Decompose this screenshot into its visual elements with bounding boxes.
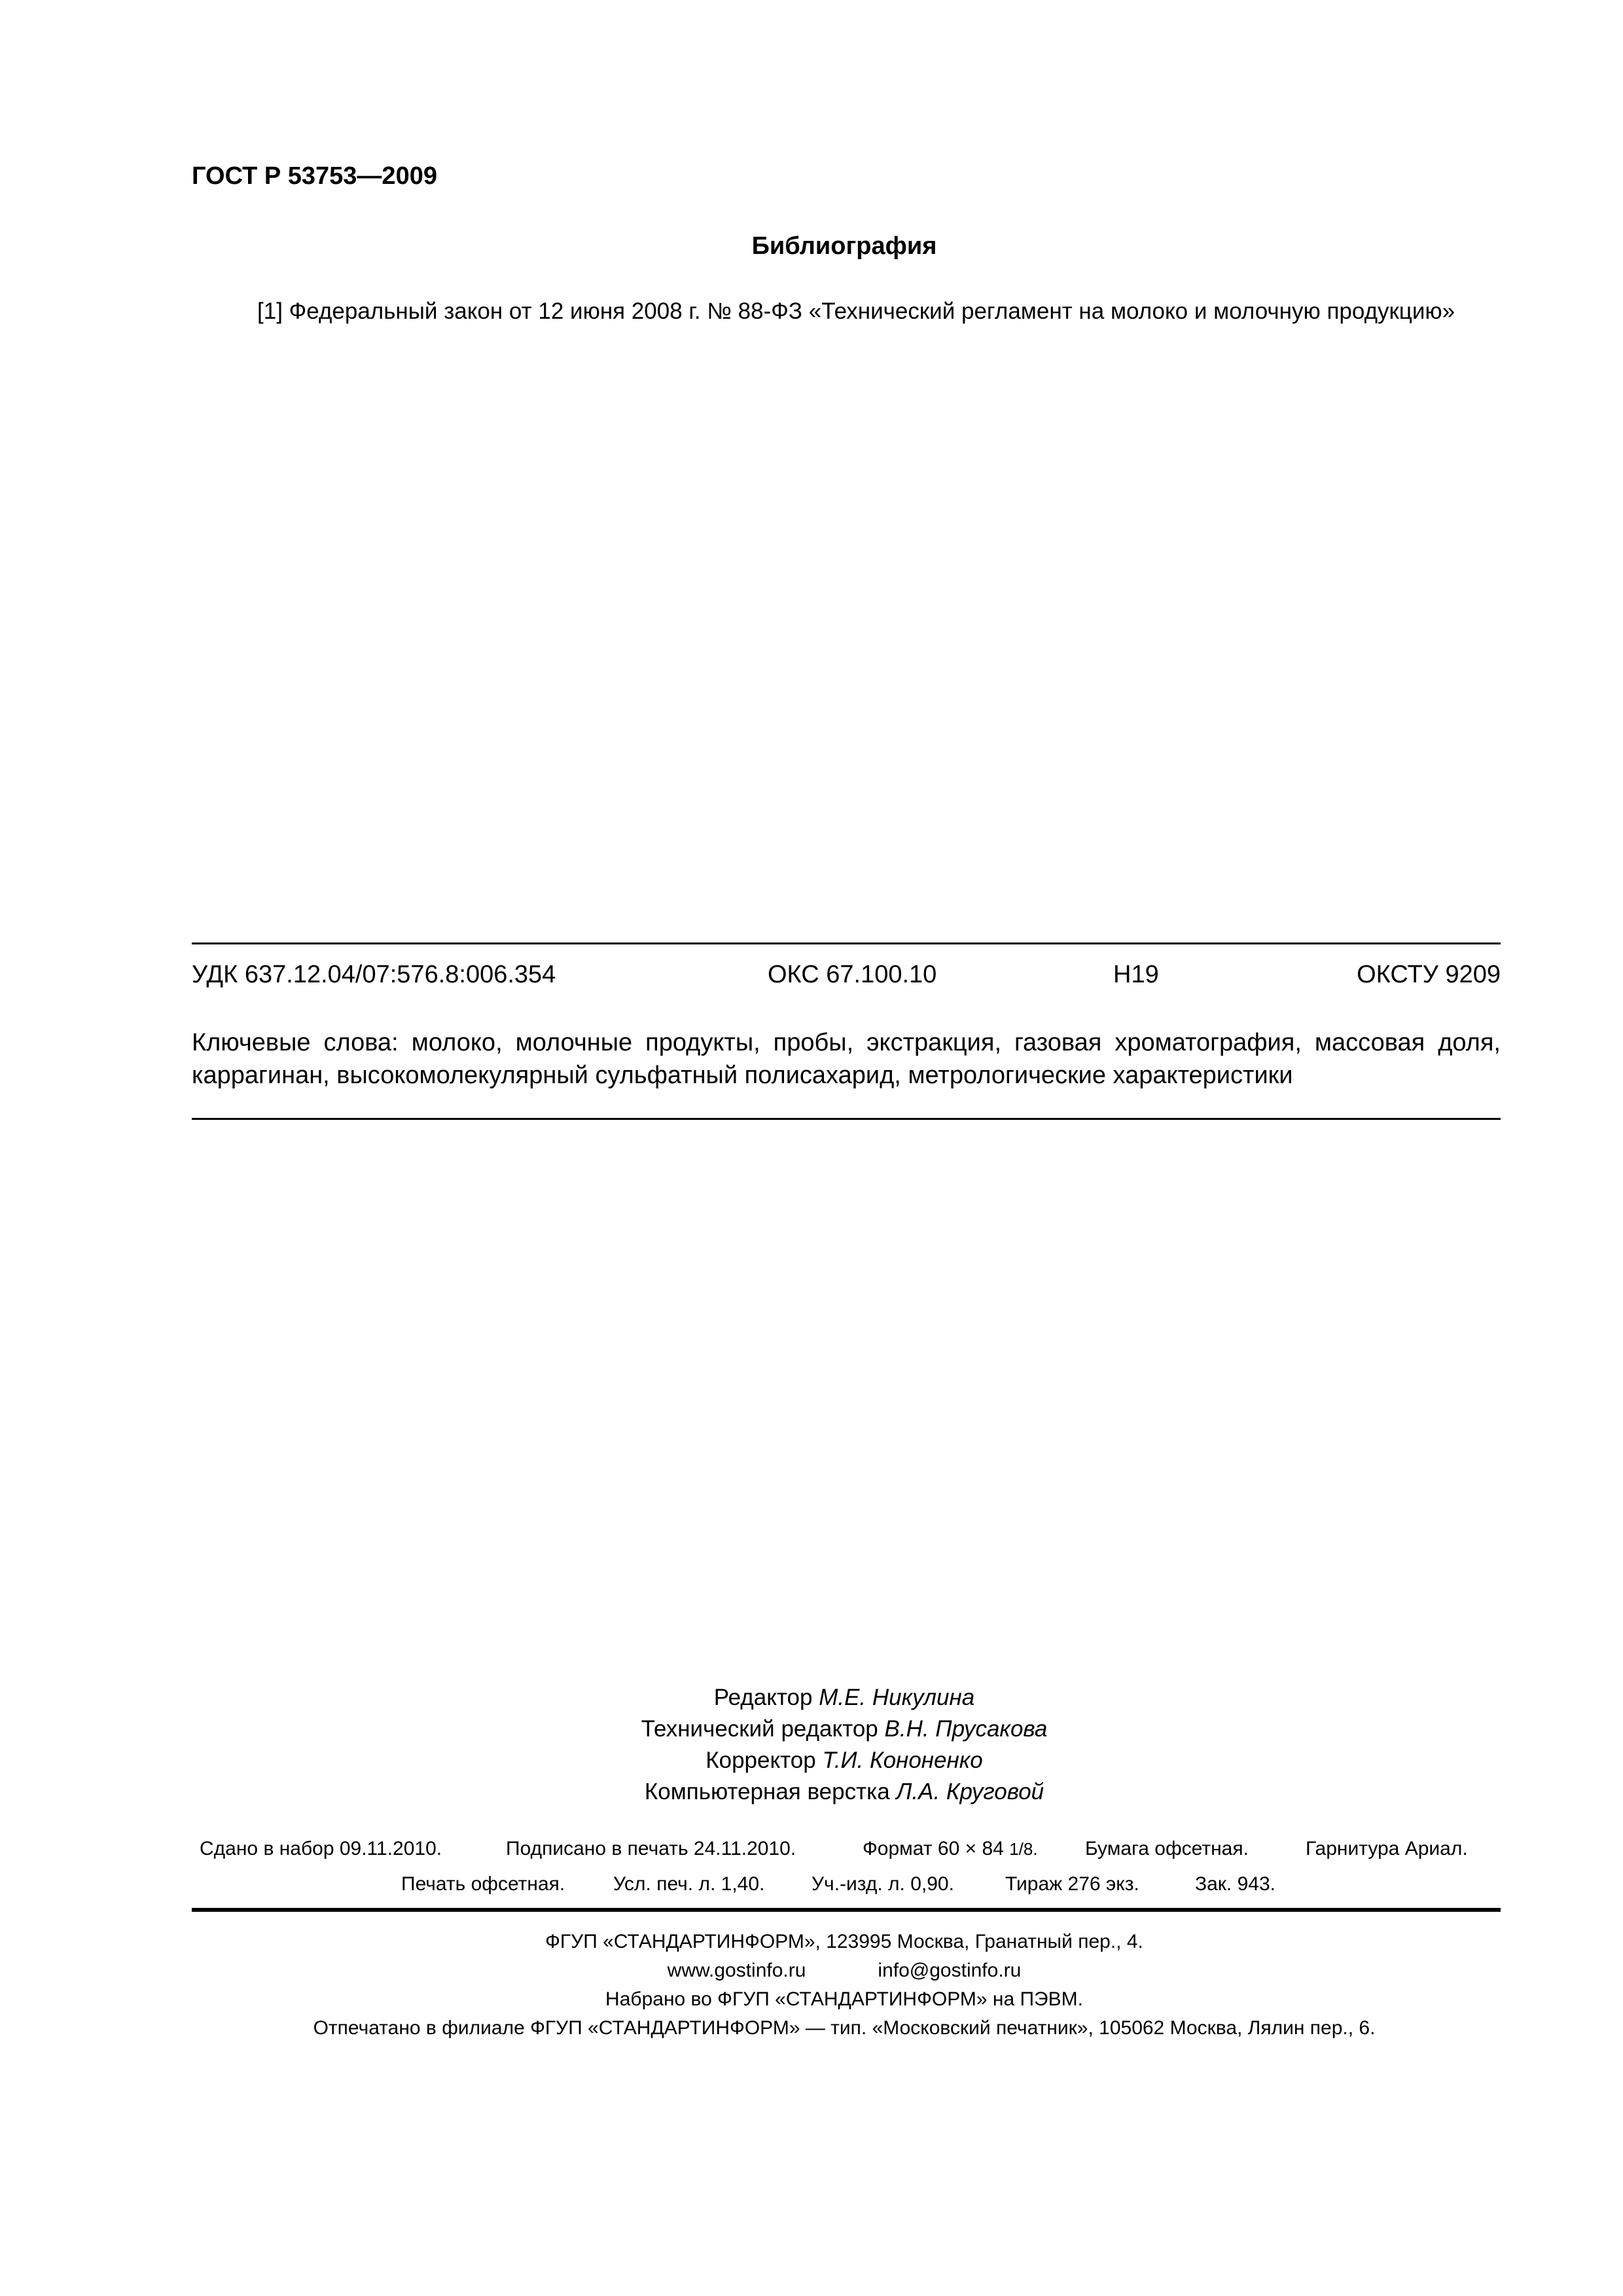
divider-bottom <box>192 1908 1501 1912</box>
bibliography-title: Библиография <box>751 232 937 260</box>
entry-number: [1] <box>257 298 283 324</box>
group-code: Н19 <box>1113 961 1159 988</box>
editor-line: Редактор М.Е. Никулина <box>713 1685 975 1710</box>
paper-info: Бумага офсетная. <box>1085 1838 1249 1859</box>
order-number: Зак. 943. <box>1195 1873 1275 1895</box>
classification-row <box>192 961 1501 994</box>
okstu-code: ОКСТУ 9209 <box>1357 961 1501 988</box>
bibliography-entry <box>192 295 1501 329</box>
keywords: Ключевые слова: молоко, молочные продукты, пробы, экстракция, газовая хроматография, массовая доля, каррагинан, высокомолекулярный сульфатный полисахарид, метрологические характеристики <box>192 1029 1501 1089</box>
document-code: ГОСТ Р 53753—2009 <box>192 162 437 190</box>
publisher-address: ФГУП «СТАНДАРТИНФОРМ», 123995 Москва, Гранатный пер., 4. <box>545 1931 1143 1952</box>
divider-middle <box>192 1118 1501 1120</box>
print-info-row-1 <box>0 1838 1623 1864</box>
printing-note: Отпечатано в филиале ФГУП «СТАНДАРТИНФОРМ» — тип. «Московский печатник», 105062 Москва, Лялин пер., 6. <box>313 2017 1376 2039</box>
publisher-contacts <box>0 1956 1623 1985</box>
publisher-website[interactable]: www.gostinfo.ru <box>667 1960 806 1981</box>
publisher-email[interactable]: info@gostinfo.ru <box>878 1960 1022 1981</box>
credits-block <box>0 1682 1623 1808</box>
udk-code: УДК 637.12.04/07:576.8:006.354 <box>192 961 556 988</box>
proofreader-name: Т.И. Кононенко <box>822 1748 983 1773</box>
tech-editor-name: В.Н. Прусакова <box>884 1716 1048 1742</box>
print-info-row-2 <box>0 1873 1623 1899</box>
print-sheets: Усл. печ. л. 1,40. <box>613 1873 765 1895</box>
format-info: Формат 60 × 84 1/8. <box>863 1838 1038 1859</box>
typeface-info: Гарнитура Ариал. <box>1306 1838 1468 1859</box>
printing-type: Печать офсетная. <box>401 1873 565 1895</box>
print-run: Тираж 276 экз. <box>1005 1873 1139 1895</box>
publisher-block <box>0 1928 1623 2043</box>
oks-code: ОКС 67.100.10 <box>768 961 937 988</box>
signed-date: Подписано в печать 24.11.2010. <box>506 1838 796 1859</box>
layout-line: Компьютерная верстка Л.А. Круговой <box>644 1779 1044 1804</box>
proofreader-line: Корректор Т.И. Кононенко <box>705 1748 983 1773</box>
submitted-date: Сдано в набор 09.11.2010. <box>200 1838 442 1859</box>
publ-sheets: Уч.-изд. л. 0,90. <box>812 1873 954 1895</box>
divider-top <box>192 942 1501 944</box>
editor-name: М.Е. Никулина <box>819 1685 975 1710</box>
layout-name: Л.А. Круговой <box>896 1779 1044 1804</box>
format-fraction: 1/8. <box>1009 1839 1038 1859</box>
entry-text: Федеральный закон от 12 июня 2008 г. № 88-ФЗ «Технический регламент на молоко и молочную продукцию» <box>289 298 1455 324</box>
tech-editor-line: Технический редактор В.Н. Прусакова <box>641 1716 1048 1742</box>
typesetting-note: Набрано во ФГУП «СТАНДАРТИНФОРМ» на ПЭВМ. <box>605 1988 1083 2010</box>
